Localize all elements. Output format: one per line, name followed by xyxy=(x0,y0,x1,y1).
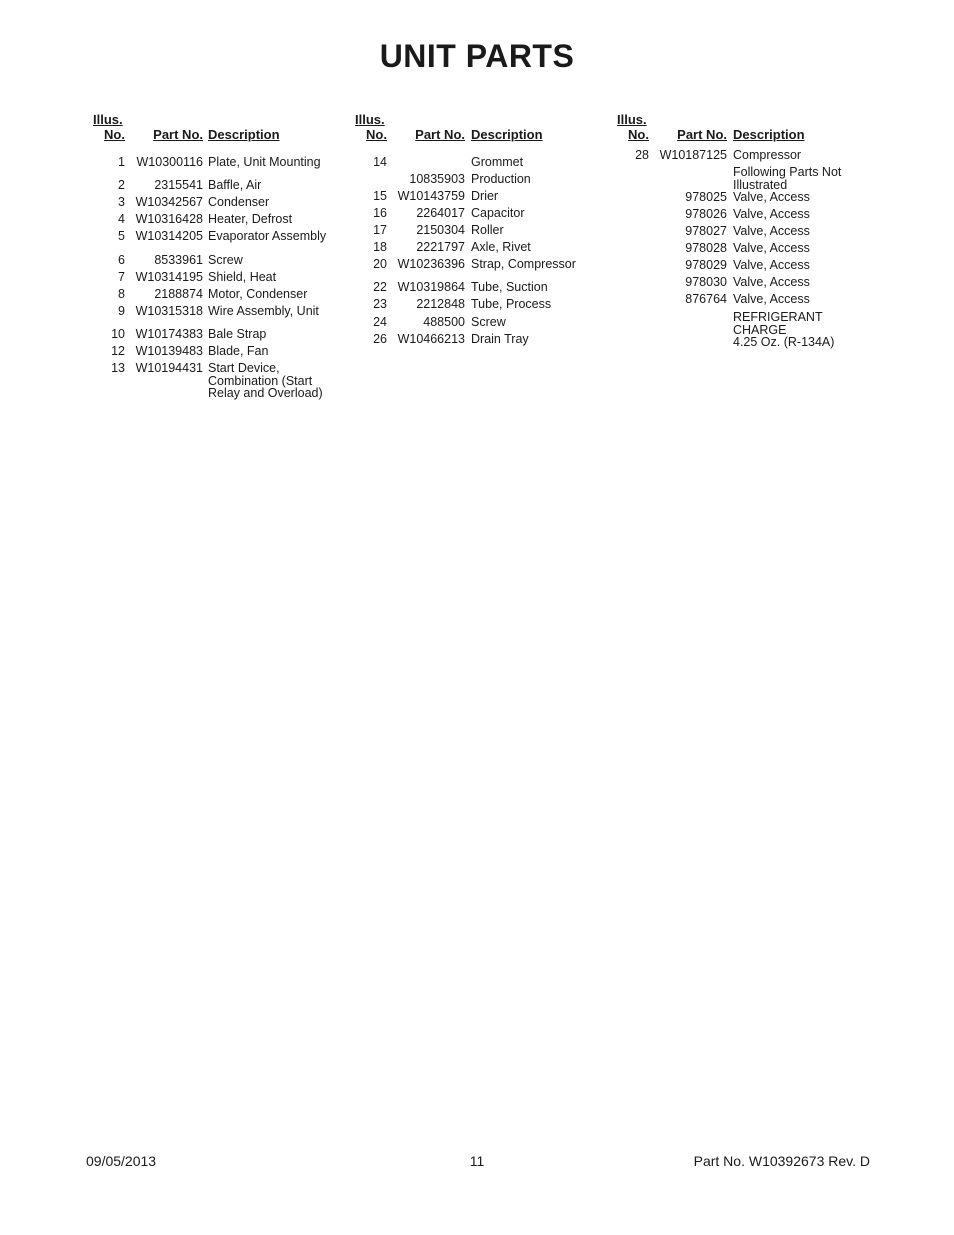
illus-number: 4 xyxy=(118,212,125,226)
illus-number: 6 xyxy=(118,253,125,267)
description-line: Drier xyxy=(471,189,499,203)
part-description xyxy=(471,332,529,346)
description-line: Valve, Access xyxy=(733,241,810,255)
part-number: W10236396 xyxy=(397,257,465,271)
part-number: 876764 xyxy=(685,292,727,306)
part-number: W10315318 xyxy=(135,304,203,318)
part-description xyxy=(471,257,576,271)
description-line: Combination (Start xyxy=(208,374,313,388)
description-line: Roller xyxy=(471,223,504,237)
part-number: W10174383 xyxy=(135,327,203,341)
description-line: Condenser xyxy=(208,195,270,209)
header-description: Description xyxy=(733,127,805,142)
part-number: 978026 xyxy=(685,207,727,221)
description-line: Heater, Defrost xyxy=(208,212,293,226)
part-description xyxy=(208,327,266,341)
part-description xyxy=(208,155,321,169)
illus-number: 1 xyxy=(118,155,125,169)
part-description xyxy=(733,148,801,162)
description-line: Screw xyxy=(208,253,243,267)
description-line: Motor, Condenser xyxy=(208,287,308,301)
footer-part-number: Part No. W10392673 Rev. D xyxy=(693,1153,870,1169)
part-description xyxy=(471,297,551,311)
part-description xyxy=(208,212,292,226)
part-description xyxy=(471,206,525,220)
description-line: Axle, Rivet xyxy=(471,240,531,254)
part-number: 2264017 xyxy=(416,206,465,220)
footer-date: 09/05/2013 xyxy=(86,1153,157,1169)
header-description: Description xyxy=(471,127,543,142)
part-number: W10316428 xyxy=(135,212,203,226)
illus-number: 20 xyxy=(373,257,387,271)
illus-number: 8 xyxy=(118,287,125,301)
part-description xyxy=(733,207,810,221)
part-description xyxy=(208,344,268,358)
header-part-no: Part No. xyxy=(153,127,203,142)
part-description xyxy=(208,361,323,399)
illus-number: 18 xyxy=(373,240,387,254)
part-number: 8533961 xyxy=(154,253,203,267)
part-number: 978030 xyxy=(685,275,727,289)
part-description xyxy=(733,224,810,238)
parts-column-3 xyxy=(617,111,877,349)
header-part-no: Part No. xyxy=(415,127,465,142)
part-number: W10143759 xyxy=(397,189,465,203)
part-number: 488500 xyxy=(423,315,465,329)
illus-number: 9 xyxy=(118,304,125,318)
illus-number: 24 xyxy=(373,315,387,329)
part-description xyxy=(208,287,307,301)
part-number: 2212848 xyxy=(416,297,465,311)
part-number: 2315541 xyxy=(154,178,203,192)
description-line: Baffle, Air xyxy=(208,178,262,192)
part-number: 978025 xyxy=(685,190,727,204)
part-description xyxy=(733,292,810,306)
description-line: Capacitor xyxy=(471,206,525,220)
part-description xyxy=(471,280,548,294)
parts-column-1 xyxy=(93,111,353,400)
header-illus-no: No. xyxy=(104,127,125,142)
description-line: Blade, Fan xyxy=(208,344,269,358)
description-line: Tube, Suction xyxy=(471,280,548,294)
part-description xyxy=(733,275,810,289)
part-number: W10194431 xyxy=(135,361,203,375)
description-line: Production xyxy=(471,172,531,186)
description-line: Relay and Overload) xyxy=(208,386,323,400)
header-illus: Illus. xyxy=(617,112,647,127)
part-number: W10139483 xyxy=(135,344,203,358)
description-line: Valve, Access xyxy=(733,207,810,221)
part-number: W10466213 xyxy=(397,332,465,346)
column-header xyxy=(617,111,877,145)
part-number: W10314205 xyxy=(135,229,203,243)
part-description xyxy=(208,178,261,192)
header-illus: Illus. xyxy=(93,112,123,127)
description-line: Evaporator Assembly xyxy=(208,229,327,243)
illus-number: 28 xyxy=(635,148,649,162)
part-description xyxy=(471,223,504,237)
part-number: W10319864 xyxy=(397,280,465,294)
part-description xyxy=(471,172,531,186)
description-line: Screw xyxy=(471,315,506,329)
description-line: Strap, Compressor xyxy=(471,257,576,271)
header-illus-no: No. xyxy=(628,127,649,142)
illus-number: 22 xyxy=(373,280,387,294)
part-description xyxy=(733,190,810,204)
description-line: Valve, Access xyxy=(733,224,810,238)
column-header xyxy=(93,111,353,145)
illus-number: 15 xyxy=(373,189,387,203)
description-line: Wire Assembly, Unit xyxy=(208,304,319,318)
part-description xyxy=(208,270,276,284)
part-number: 2150304 xyxy=(416,223,465,237)
part-number: W10314195 xyxy=(135,270,203,284)
description-line: Grommet xyxy=(471,155,524,169)
part-description xyxy=(208,253,243,267)
part-description xyxy=(733,310,834,348)
part-description xyxy=(208,304,319,318)
illus-number: 10 xyxy=(111,327,125,341)
part-number: 2221797 xyxy=(416,240,465,254)
part-number: 978029 xyxy=(685,258,727,272)
part-number: W10342567 xyxy=(135,195,203,209)
illus-number: 13 xyxy=(111,361,125,375)
header-illus: Illus. xyxy=(355,112,385,127)
illus-number: 7 xyxy=(118,270,125,284)
part-number: 2188874 xyxy=(154,287,203,301)
illus-number: 16 xyxy=(373,206,387,220)
description-line: Valve, Access xyxy=(733,292,810,306)
part-description xyxy=(208,195,269,209)
illus-number: 23 xyxy=(373,297,387,311)
description-line: Compressor xyxy=(733,148,802,162)
part-description xyxy=(471,155,523,169)
illus-number: 17 xyxy=(373,223,387,237)
description-line: Drain Tray xyxy=(471,332,529,346)
description-line: Valve, Access xyxy=(733,190,810,204)
description-line: Tube, Process xyxy=(471,297,552,311)
part-description xyxy=(471,315,506,329)
description-line: Valve, Access xyxy=(733,275,810,289)
parts-column-2 xyxy=(355,111,615,346)
part-description xyxy=(471,189,498,203)
description-line: Following Parts Not xyxy=(733,165,842,179)
header-part-no: Part No. xyxy=(677,127,727,142)
column-header xyxy=(355,111,615,145)
description-line: REFRIGERANT xyxy=(733,310,823,324)
part-description xyxy=(733,241,810,255)
part-number: 978027 xyxy=(685,224,727,238)
part-description xyxy=(471,240,531,254)
illus-number: 3 xyxy=(118,195,125,209)
illus-number: 12 xyxy=(111,344,125,358)
description-line: Shield, Heat xyxy=(208,270,277,284)
illus-number: 2 xyxy=(118,178,125,192)
part-description xyxy=(733,258,810,272)
description-line: 4.25 Oz. (R-134A) xyxy=(733,335,835,349)
part-description xyxy=(733,165,841,191)
header-illus-no: No. xyxy=(366,127,387,142)
description-line: Plate, Unit Mounting xyxy=(208,155,321,169)
description-line: Illustrated xyxy=(733,178,788,192)
part-number: W10187125 xyxy=(659,148,727,162)
part-number: 10835903 xyxy=(409,172,465,186)
part-description xyxy=(208,229,326,243)
header-description: Description xyxy=(208,127,280,142)
footer-page-number: 11 xyxy=(469,1153,485,1169)
part-number: 978028 xyxy=(685,241,727,255)
illus-number: 14 xyxy=(373,155,387,169)
illus-number: 26 xyxy=(373,332,387,346)
description-line: CHARGE xyxy=(733,323,787,337)
description-line: Valve, Access xyxy=(733,258,810,272)
page-title: UNIT PARTS xyxy=(379,38,575,74)
part-number: W10300116 xyxy=(136,155,203,169)
description-line: Start Device, xyxy=(208,361,280,375)
description-line: Bale Strap xyxy=(208,327,267,341)
illus-number: 5 xyxy=(118,229,125,243)
